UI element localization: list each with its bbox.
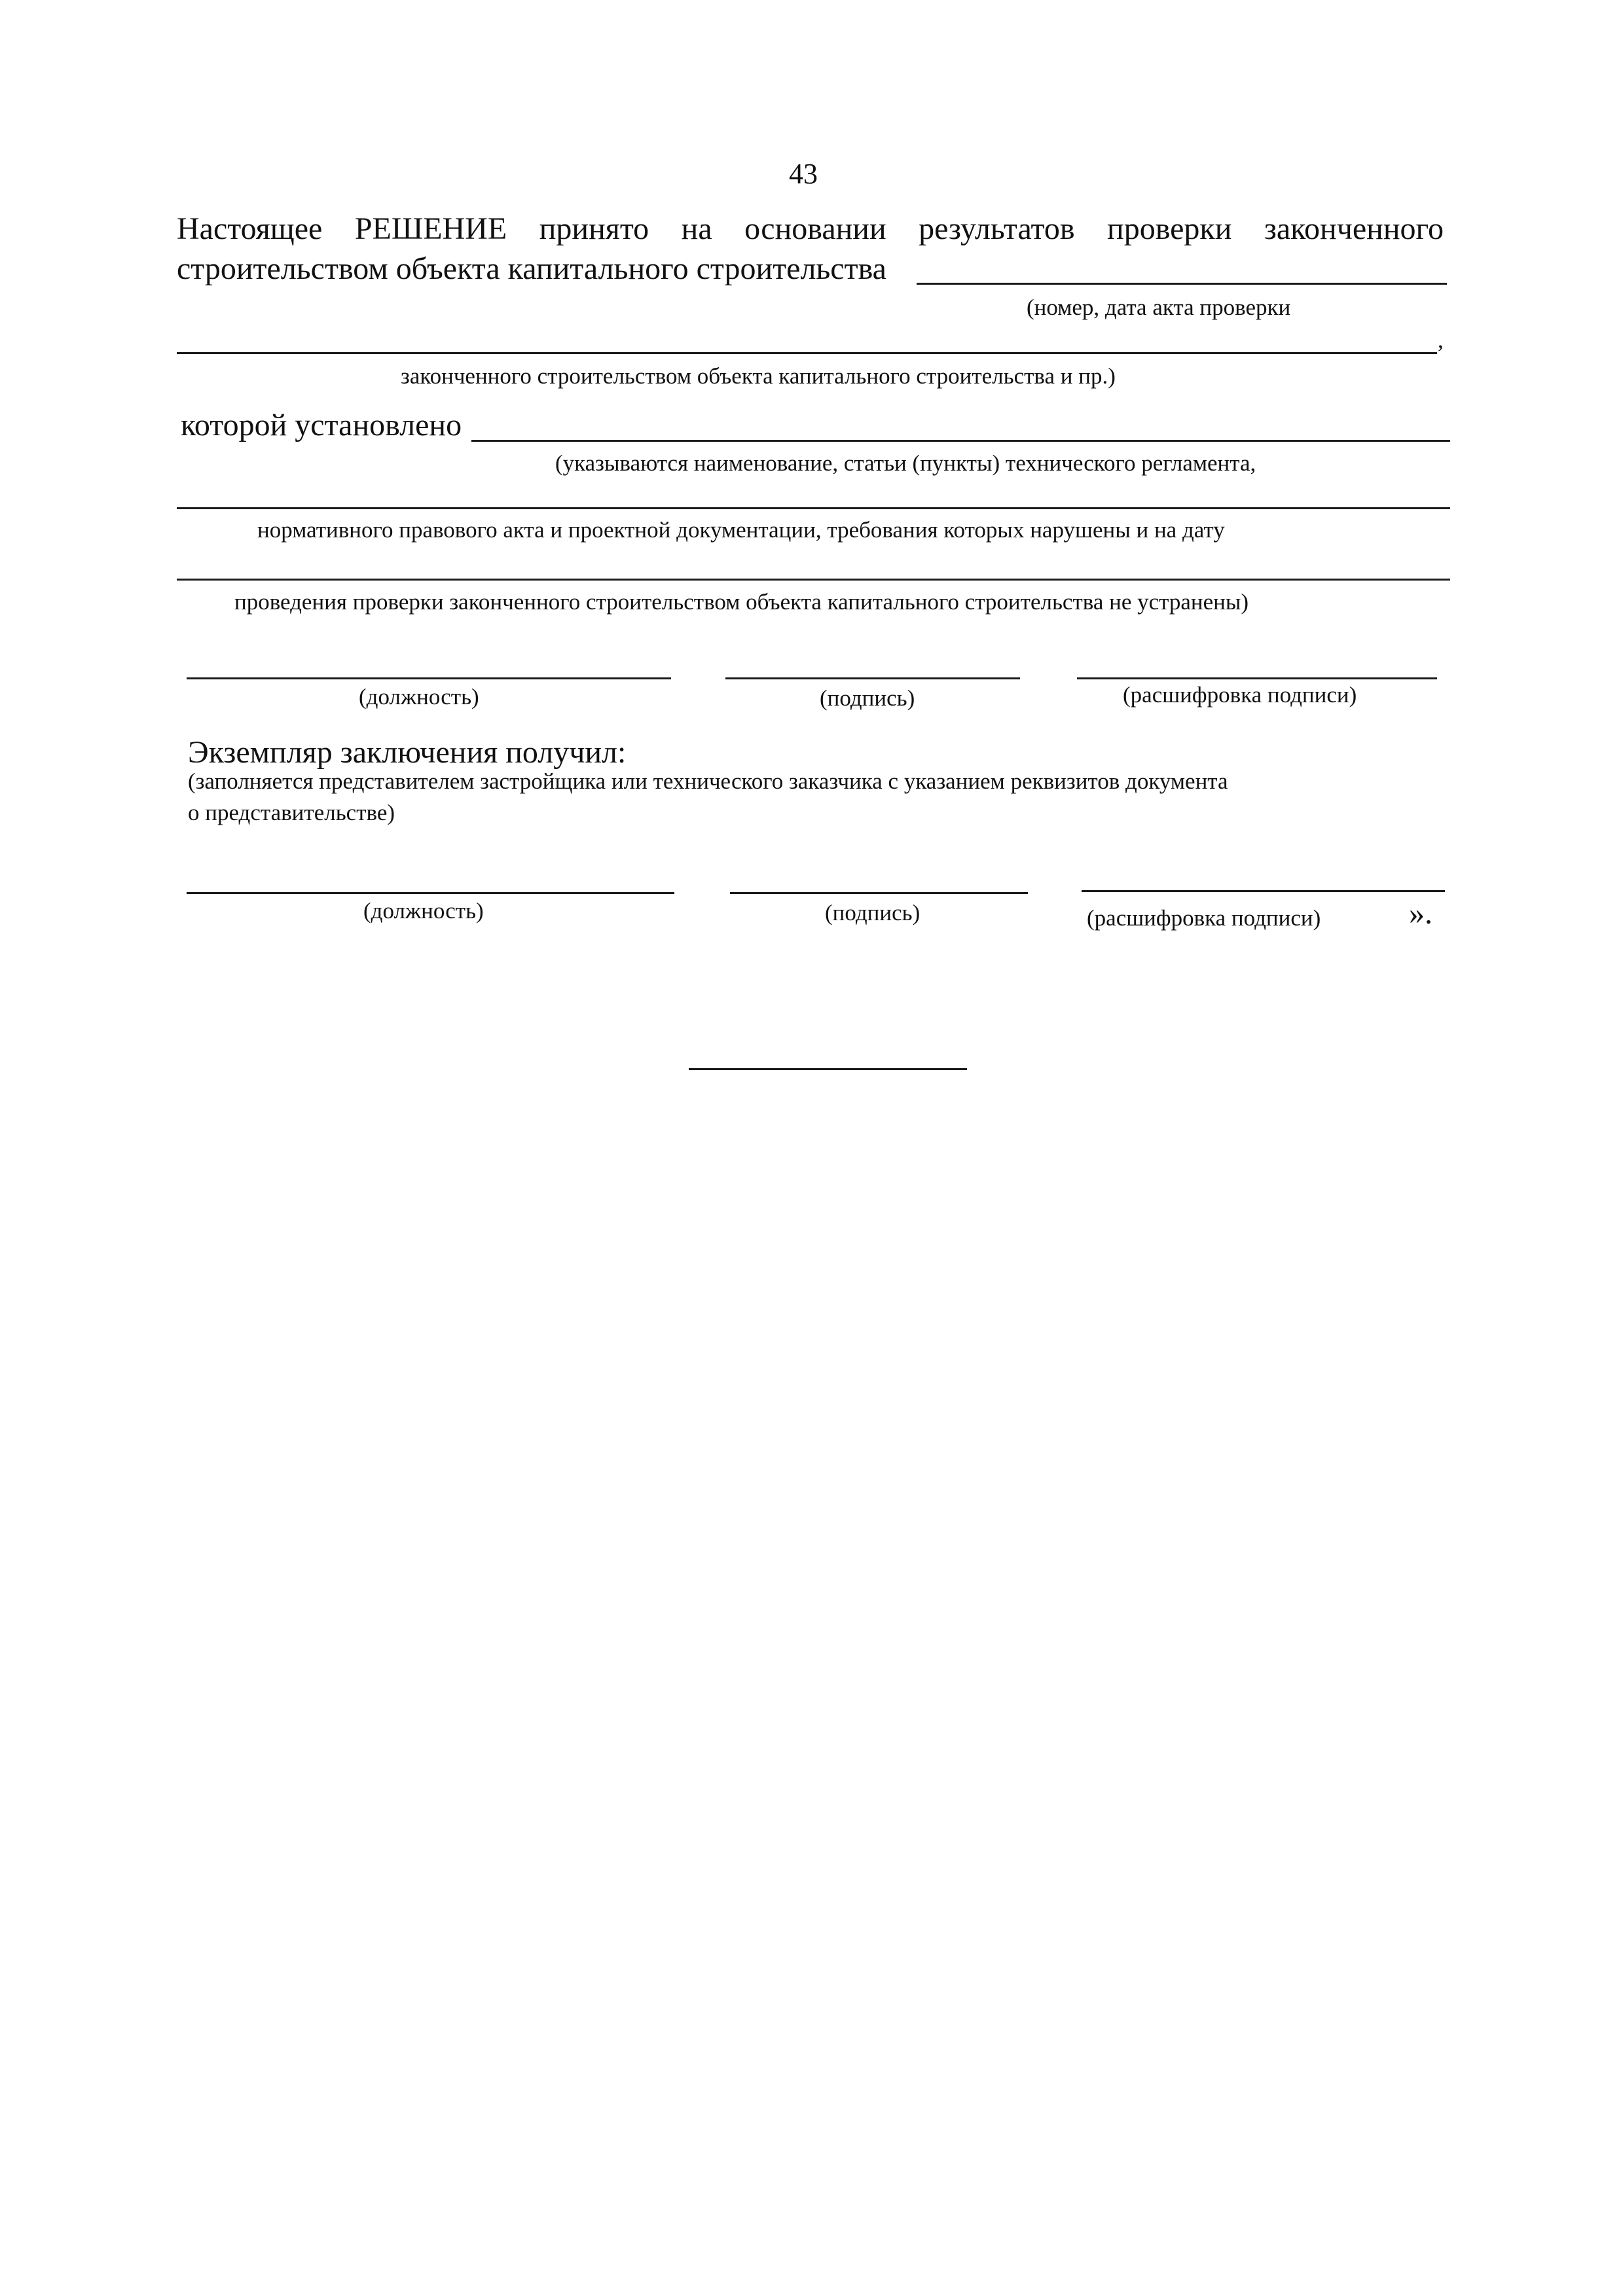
received-note-1: (заполняется представителем застройщика или технического заказчика с указанием реквизитов документа [188, 768, 1228, 794]
end-divider [689, 1068, 967, 1070]
signature-caption-2: (подпись) [825, 900, 921, 925]
established-caption-2: нормативного правового акта и проектной документации, требования которых нарушены и на дату [257, 517, 1225, 543]
act-number-field[interactable] [917, 283, 1447, 285]
established-caption-3: проведения проверки законченного строительством объекта капитального строительства не устранены) [234, 589, 1249, 615]
closing-quote: ». [1409, 896, 1432, 931]
decryption-field-1[interactable] [1077, 677, 1437, 679]
established-label: которой установлено [181, 408, 462, 442]
established-field-3[interactable] [177, 579, 1450, 581]
signature-caption-1: (подпись) [820, 685, 915, 711]
established-field-2[interactable] [177, 507, 1450, 509]
decryption-caption-1: (расшифровка подписи) [1123, 682, 1357, 708]
decision-line-2: строительством объекта капитального строительства [177, 251, 886, 286]
act-caption-2: законченного строительством объекта капитального строительства и пр.) [401, 363, 1116, 389]
decryption-caption-2: (расшифровка подписи) [1087, 905, 1321, 931]
received-heading: Экземпляр заключения получил: [188, 735, 627, 770]
received-note-2: о представительстве) [188, 800, 395, 825]
position-field-1[interactable] [187, 677, 671, 679]
established-field-1[interactable] [471, 440, 1450, 442]
position-caption-1: (должность) [359, 684, 479, 709]
position-field-2[interactable] [187, 892, 674, 894]
signature-field-2[interactable] [730, 892, 1028, 894]
trailing-comma: , [1438, 327, 1444, 353]
act-caption-1: (номер, дата акта проверки [1027, 295, 1291, 320]
signature-field-1[interactable] [725, 677, 1020, 679]
decision-line-1: Настоящее РЕШЕНИЕ принято на основании результатов проверки законченного [177, 211, 1444, 246]
position-caption-2: (должность) [363, 898, 484, 924]
established-caption-1: (указываются наименование, статьи (пункты) технического регламента, [555, 450, 1256, 476]
decryption-field-2[interactable] [1082, 890, 1445, 892]
act-details-field[interactable] [177, 352, 1437, 354]
page-number: 43 [789, 158, 818, 190]
